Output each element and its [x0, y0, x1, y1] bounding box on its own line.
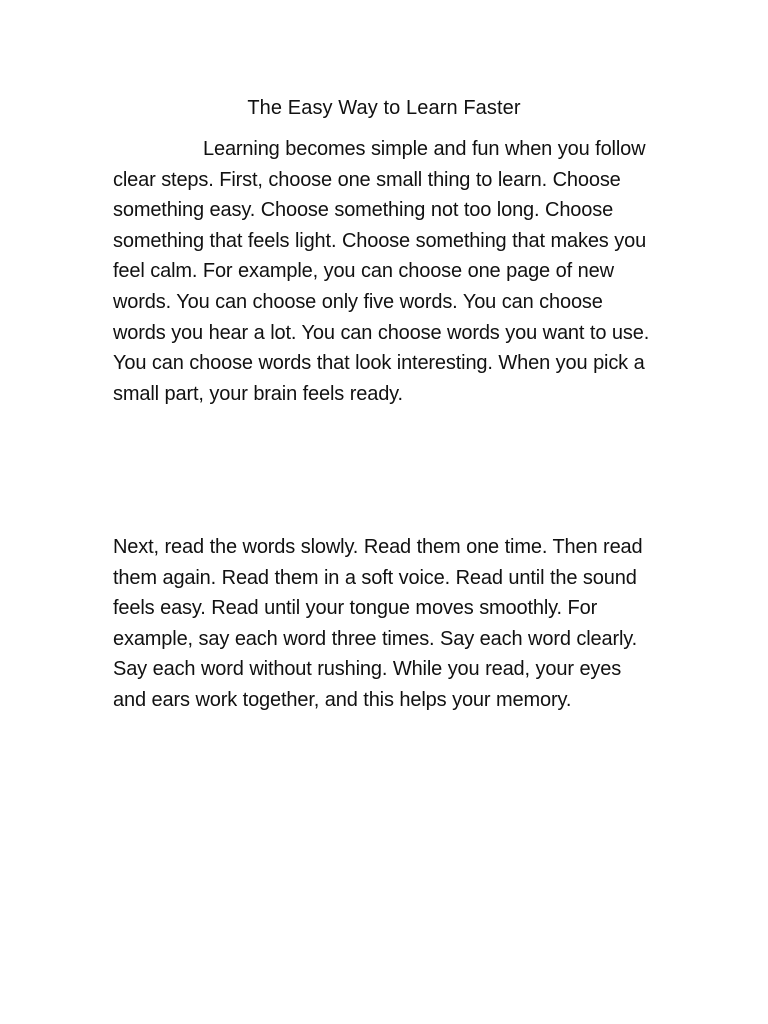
document-title: The Easy Way to Learn Faster [247, 97, 521, 119]
paragraph-1: Learning becomes simple and fun when you follow clear steps. First, choose one small thing to learn. Choose something easy. Choose something not too long. Choose something that feels light. Choose something that makes you feel calm. For example, you can choose one page of new words. You can choose only five words. You can choose words you hear a lot. You can choose words you want to use. You can choose words that look interesting. When you pick a small part, your brain feels ready. [113, 138, 650, 405]
paragraph-2: Next, read the words slowly. Read them one time. Then read them again. Read them in a soft voice. Read until the sound feels easy. Read until your tongue moves smoothly. For example, say each word three times. Say each word clearly. Say each word without rushing. While you read, your eyes and ears work together, and this helps your memory. [113, 536, 643, 711]
